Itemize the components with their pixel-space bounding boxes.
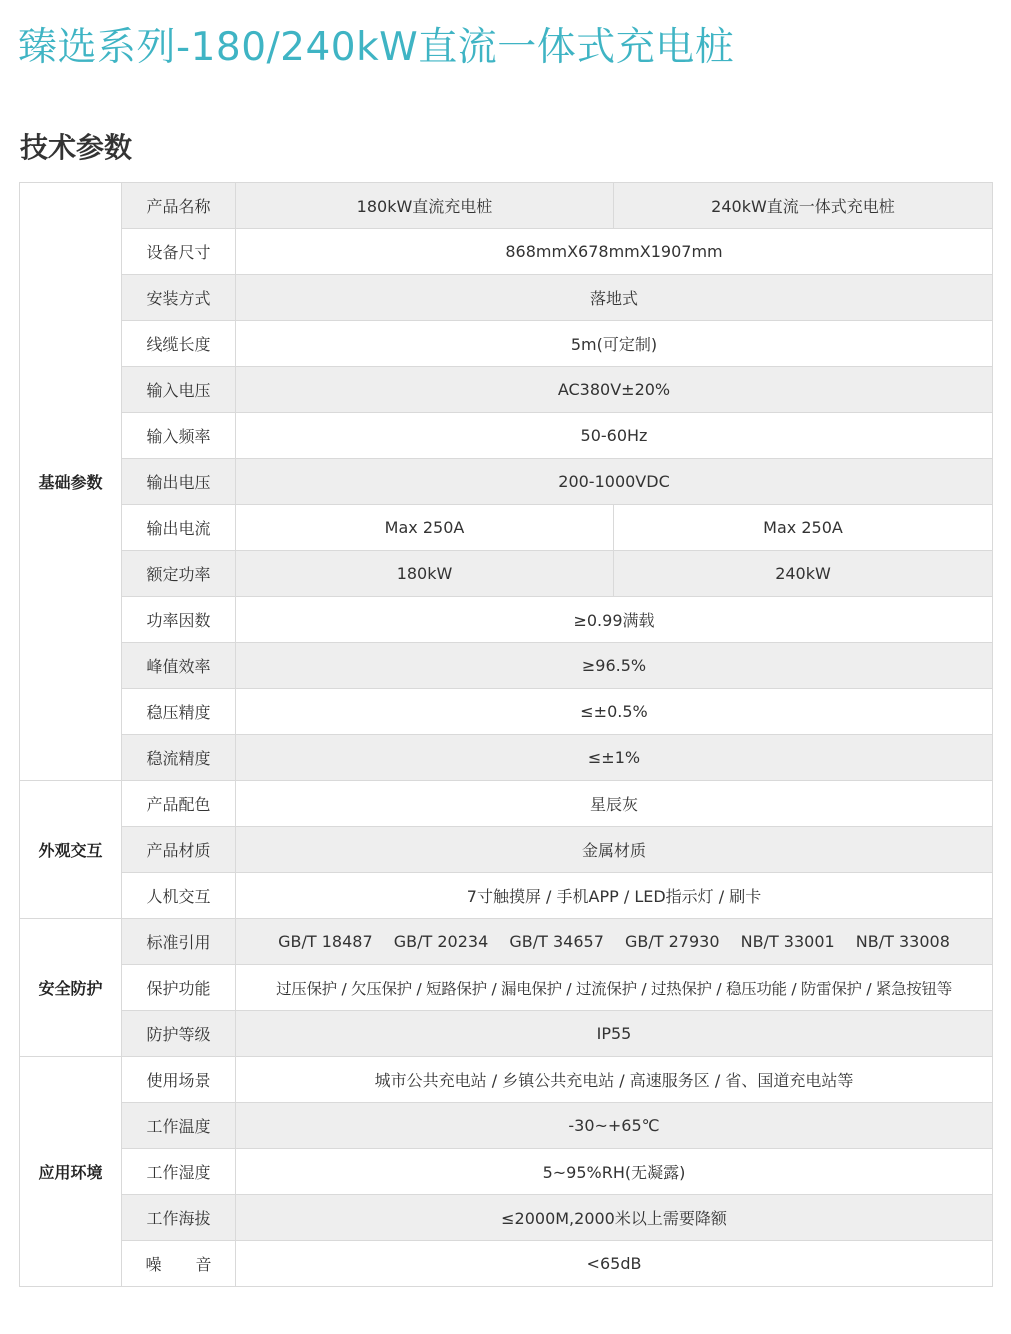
- table-row: [20, 275, 993, 321]
- row-value: 200-1000VDC: [236, 459, 993, 505]
- row-label: 输入频率: [122, 413, 236, 459]
- table-row: [20, 229, 993, 275]
- row-value: 7寸触摸屏 / 手机APP / LED指示灯 / 刷卡: [236, 873, 993, 919]
- row-label: 产品名称: [122, 183, 236, 229]
- table-row: [20, 735, 993, 781]
- row-value: ≥96.5%: [236, 643, 993, 689]
- table-row: [20, 551, 993, 597]
- row-label: 人机交互: [122, 873, 236, 919]
- standard-item: GB/T 34657: [509, 932, 604, 951]
- table-row: [20, 183, 993, 229]
- table-row: [20, 597, 993, 643]
- page-title: 臻选系列-180/240kW直流一体式充电桩: [18, 25, 735, 70]
- group-appearance-interaction: 外观交互: [20, 781, 122, 919]
- table-row: [20, 827, 993, 873]
- table-row: [20, 413, 993, 459]
- row-value: 5m(可定制): [236, 321, 993, 367]
- standard-item: NB/T 33008: [855, 932, 950, 951]
- row-value: <65dB: [236, 1241, 993, 1287]
- row-value-240kw: Max 250A: [614, 505, 993, 551]
- section-title: 技术参数: [20, 131, 133, 164]
- row-label: 产品材质: [122, 827, 236, 873]
- table-row: [20, 505, 993, 551]
- row-value: 星辰灰: [236, 781, 993, 827]
- row-value: 5~95%RH(无凝露): [236, 1149, 993, 1195]
- standard-item: GB/T 27930: [624, 932, 720, 951]
- table-row: [20, 1195, 993, 1241]
- group-basic-params: 基础参数: [20, 183, 122, 781]
- row-value: AC380V±20%: [236, 367, 993, 413]
- table-row: [20, 1103, 993, 1149]
- row-label: 输出电流: [122, 505, 236, 551]
- row-value: ≤±0.5%: [236, 689, 993, 735]
- row-label: 保护功能: [122, 965, 236, 1011]
- row-label: 输入电压: [122, 367, 236, 413]
- group-safety-protection: 安全防护: [20, 919, 122, 1057]
- row-label: [122, 1241, 236, 1287]
- row-label: 标准引用: [122, 919, 236, 965]
- row-value-180kw: Max 250A: [236, 505, 614, 551]
- row-value-180kw: 180kW: [236, 551, 614, 597]
- row-label: 稳压精度: [122, 689, 236, 735]
- row-value-240kw: 240kW: [614, 551, 993, 597]
- row-label: 额定功率: [122, 551, 236, 597]
- table-row: [20, 321, 993, 367]
- header-col-240kw: 240kW直流一体式充电桩: [614, 183, 993, 229]
- standard-item: GB/T 20234: [393, 932, 489, 951]
- row-label: 输出电压: [122, 459, 236, 505]
- row-label: 峰值效率: [122, 643, 236, 689]
- spec-table: [19, 182, 993, 1287]
- row-value: 城市公共充电站 / 乡镇公共充电站 / 高速服务区 / 省、国道充电站等: [236, 1057, 993, 1103]
- standard-item: GB/T 18487: [278, 932, 373, 951]
- row-value: ≤±1%: [236, 735, 993, 781]
- row-label: 使用场景: [122, 1057, 236, 1103]
- table-row: [20, 1149, 993, 1195]
- table-row: [20, 919, 993, 965]
- group-application-environment: 应用环境: [20, 1057, 122, 1287]
- row-value: IP55: [236, 1011, 993, 1057]
- table-row: [20, 367, 993, 413]
- row-label: 功率因数: [122, 597, 236, 643]
- row-value: 50-60Hz: [236, 413, 993, 459]
- row-label: 工作海拔: [122, 1195, 236, 1241]
- table-row: [20, 689, 993, 735]
- noise-label-char: 噪: [145, 1255, 162, 1274]
- row-label: 设备尺寸: [122, 229, 236, 275]
- row-value-standards: [236, 919, 993, 965]
- table-row: [20, 1241, 993, 1287]
- table-row: [20, 965, 993, 1011]
- row-value: -30~+65℃: [236, 1103, 993, 1149]
- noise-label-char: 音: [195, 1255, 212, 1274]
- row-label: 产品配色: [122, 781, 236, 827]
- row-value: ≤2000M,2000米以上需要降额: [236, 1195, 993, 1241]
- table-row: [20, 1011, 993, 1057]
- row-label: 线缆长度: [122, 321, 236, 367]
- row-label: 防护等级: [122, 1011, 236, 1057]
- header-col-180kw: 180kW直流充电桩: [236, 183, 614, 229]
- row-label: 稳流精度: [122, 735, 236, 781]
- row-value: 落地式: [236, 275, 993, 321]
- table-row: [20, 643, 993, 689]
- row-label: 工作温度: [122, 1103, 236, 1149]
- row-value: ≥0.99满载: [236, 597, 993, 643]
- row-value: 金属材质: [236, 827, 993, 873]
- table-row: [20, 781, 993, 827]
- row-value: 868mmX678mmX1907mm: [236, 229, 993, 275]
- table-row: [20, 1057, 993, 1103]
- row-label: 工作湿度: [122, 1149, 236, 1195]
- table-row: [20, 873, 993, 919]
- table-row: [20, 459, 993, 505]
- standard-item: NB/T 33001: [740, 932, 835, 951]
- row-value: 过压保护 / 欠压保护 / 短路保护 / 漏电保护 / 过流保护 / 过热保护 / 稳压功能 / 防雷保护 / 紧急按钮等: [236, 965, 993, 1011]
- row-label: 安装方式: [122, 275, 236, 321]
